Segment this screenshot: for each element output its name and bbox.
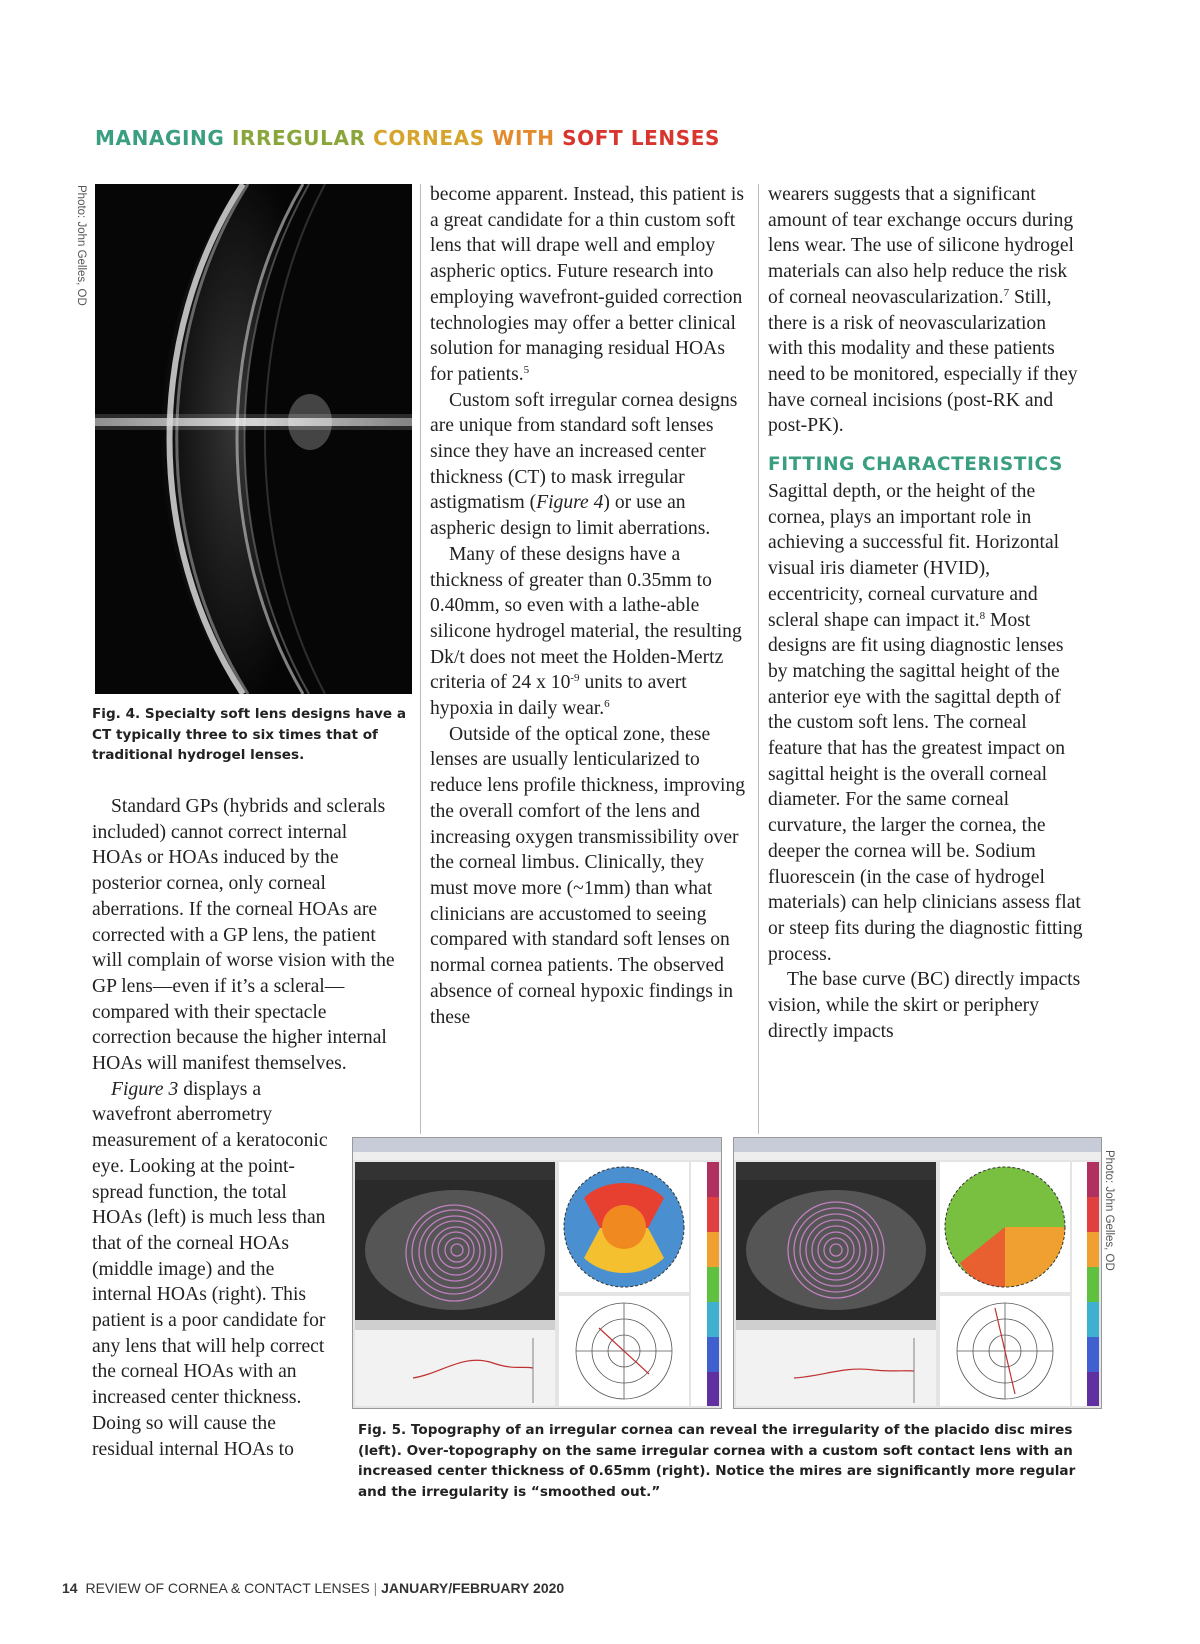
col2-paragraph-1 — [430, 182, 746, 388]
page-footer — [62, 1580, 564, 1596]
publication-name: REVIEW OF CORNEA & CONTACT LENSES — [85, 1580, 370, 1596]
reference-5: 5 — [523, 363, 530, 376]
col2-paragraph-3-text-a: Many of these designs have a thickness of greater than 0.35mm to 0.40mm, so even with a lathe-able silicone hydrogel material, the resulting Dk/t does not meet the Holden-Mertz criteria of 24 x 10 — [430, 543, 742, 694]
figure-3-ref: Figure 3 — [111, 1078, 179, 1100]
col3-paragraph-3: The base curve (BC) directly impacts vision, while the skirt or periphery directly impacts — [768, 969, 1081, 1042]
footer-separator: | — [373, 1580, 378, 1596]
col3-paragraph-2 — [768, 479, 1084, 967]
photo-credit-fig5: Photo: John Gelles, OD — [1103, 1150, 1115, 1271]
exponent: -9 — [570, 672, 580, 685]
title-part-1: MANAGING — [95, 126, 232, 150]
title-part-3: CORNEAS — [373, 126, 493, 150]
reference-6: 6 — [604, 698, 610, 711]
col2-paragraph-1-text: become apparent. Instead, this patient is a great candidate for a thin custom soft lens that will drape well and employ aspheric optics. Future research into employing wavefront-guided correction technologies may offer a better clinical solution for managing residual HOAs for patients. — [430, 184, 744, 385]
column-rule-2 — [758, 184, 759, 1134]
col3-paragraph-1-text-b: Still, there is a risk of neovascularization with this modality and these patients need to be monitored, especially if they have corneal incisions (post-RK and post-PK). — [768, 286, 1078, 437]
fig5-topography-left — [352, 1137, 722, 1409]
col2-paragraph-3-text-b: units to avert hypoxia in daily wear. — [430, 672, 687, 720]
column-2 — [430, 182, 746, 1030]
col2-paragraph-2-text-b: ) or use an aspheric design to limit aberrations. — [430, 492, 711, 540]
fig5-caption: Fig. 5. Topography of an irregular cornea can reveal the irregularity of the placido disc mires (left). Over-topography on the same irregular cornea with a custom soft contact lens with an increased center thickness of 0.65mm (right). Notice the mires are significantly more regular and the irregularity is “smoothed out.” — [358, 1422, 1076, 1500]
page-title — [95, 126, 720, 150]
col2-paragraph-2-text-a: Custom soft irregular cornea designs are unique from standard soft lenses since they have an increased center thickness (CT) to mask irregular astigmatism ( — [430, 389, 738, 514]
col2-paragraph-4: Outside of the optical zone, these lenses are usually lenticularized to reduce lens profile thickness, improving the overall comfort of the lens and increasing oxygen transmissibility over the corneal limbus. Clinically, they must move more (~1mm) than what clinicians are accustomed to seeing compared with standard soft lenses on normal cornea patients. The observed absence of corneal hypoxic findings in these — [430, 723, 746, 1028]
figure-4-ref: Figure 4 — [536, 492, 604, 514]
col3-paragraph-1-text-a: wearers suggests that a significant amount of tear exchange occurs during lens wear. The use of silicone hydrogel materials can also help reduce the risk of corneal neovascularization. — [768, 184, 1074, 308]
title-part-5: SOFT LENSES — [562, 126, 721, 150]
title-part-4: WITH — [492, 126, 563, 150]
col3-paragraph-2-text-b: Most designs are fit using diagnostic lenses by matching the sagittal height of the anterior eye with the sagittal depth of the custom soft lens. The corneal feature that has the greatest impact on sagittal height is the overall corneal diameter. For the same corneal curvature, the larger the cornea, the deeper the cornea will be. Sodium fluorescein (in the case of hydrogel materials) can help clinicians assess flat or steep fits during the diagnostic fitting process. — [768, 609, 1083, 965]
fig5-left-graphic — [353, 1138, 721, 1408]
title-part-2: IRREGULAR — [231, 126, 374, 150]
col1-paragraph-1: Standard GPs (hybrids and sclerals included) cannot correct internal HOAs or HOAs induced by the posterior cornea, only corneal aberrations. If the corneal HOAs are corrected with a GP lens, the patient will complain of worse vision with the GP lens—even if it’s a scleral—compared with their spectacle correction because the higher internal HOAs will manifest themselves. — [92, 796, 395, 1075]
column-rule-1 — [420, 184, 421, 1134]
fig4-caption: Fig. 4. Specialty soft lens designs have a CT typically three to six times that of traditional hydrogel lenses. — [92, 706, 407, 763]
col1-paragraph-2-text: displays a wavefront aberrometry measurement of a keratoconic eye. Looking at the point-spread function, the total HOAs (left) is much less than that of the corneal HOAs (middle image) and the internal HOAs (right). This patient is a poor candidate for any lens that will help correct the corneal HOAs with an increased center thickness. Doing so will cause the residual internal HOAs to — [92, 1078, 328, 1460]
photo-credit-fig4: Photo: John Gelles, OD — [75, 185, 87, 306]
issue-date: JANUARY/FEBRUARY 2020 — [381, 1580, 565, 1596]
col3-paragraph-2-text-a: Sagittal depth, or the height of the cornea, plays an important role in achieving a successful fit. Horizontal visual iris diameter (HVID), eccentricity, corneal curvature and scleral shape can impact it. — [768, 481, 1060, 631]
reference-7: 7 — [1003, 286, 1010, 299]
col2-paragraph-3 — [430, 542, 746, 722]
col1-paragraph-2 — [92, 1077, 332, 1463]
fig5-topography-right — [733, 1137, 1102, 1409]
section-heading: FITTING CHARACTERISTICS — [768, 454, 1063, 476]
column-3 — [768, 182, 1084, 1045]
col2-paragraph-2 — [430, 388, 746, 542]
col3-paragraph-1 — [768, 182, 1084, 439]
fig4-oct-image — [95, 184, 412, 694]
page-number: 14 — [62, 1580, 78, 1596]
reference-8: 8 — [979, 609, 986, 622]
fig5-right-graphic — [734, 1138, 1101, 1408]
